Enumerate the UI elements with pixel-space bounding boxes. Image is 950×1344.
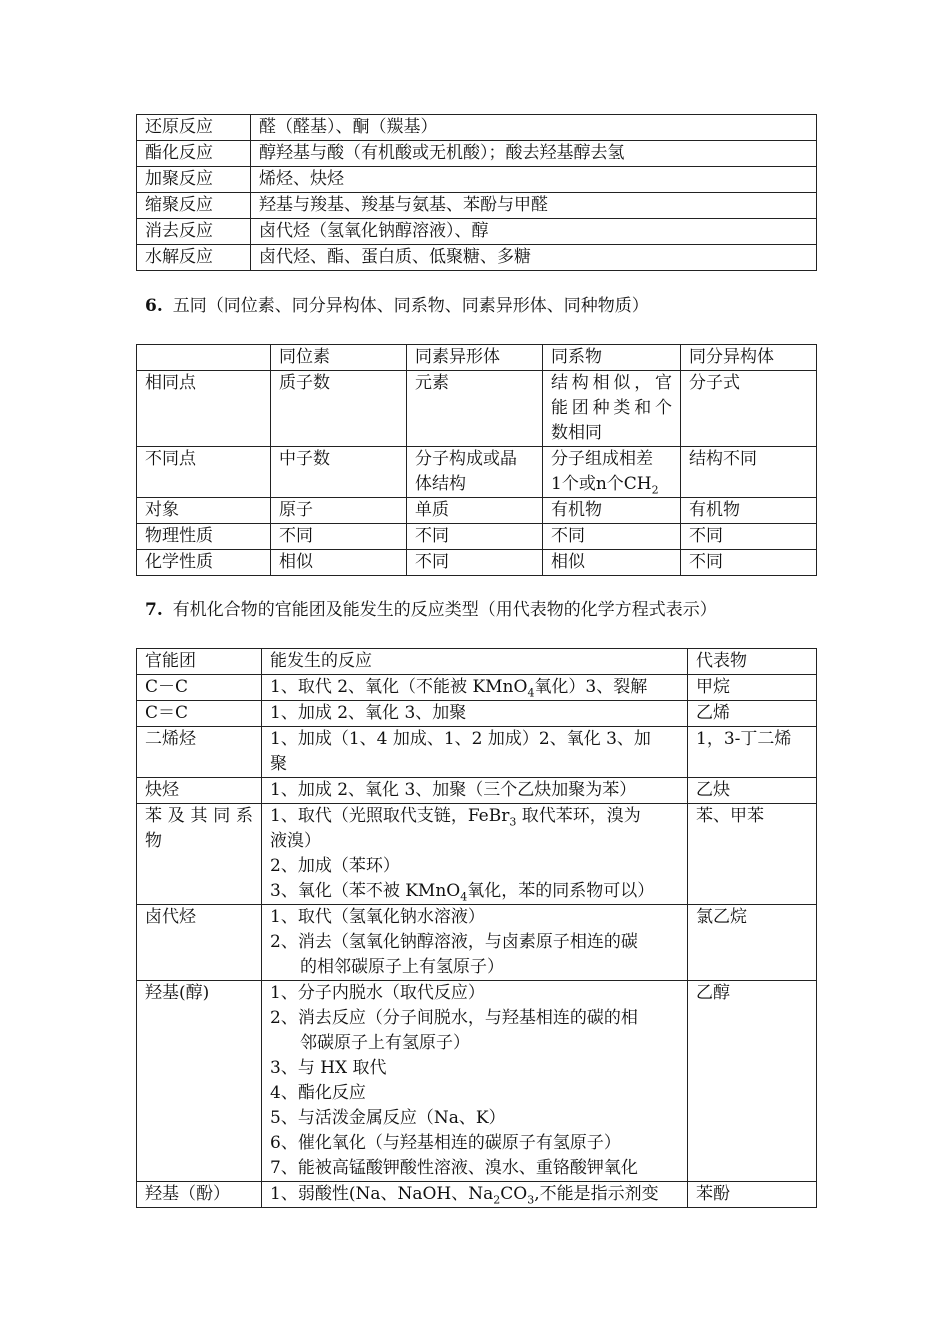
section-number: 7. xyxy=(145,600,163,620)
cell-line: 4、酯化反应 xyxy=(270,1083,366,1103)
table-cell: 还原反应 xyxy=(137,115,251,141)
table-cell: 酯化反应 xyxy=(137,141,251,167)
group-cell: C＝C xyxy=(137,701,262,727)
cell-line: 液溴） xyxy=(270,831,321,851)
cell-line xyxy=(270,879,679,904)
row-label: 不同点 xyxy=(137,447,271,498)
cell-line: 5、与活泼金属反应（Na、K） xyxy=(270,1108,506,1128)
cell-line: 2、消去反应（分子间脱水，与羟基相连的碳的相 xyxy=(270,1008,638,1028)
cell-line: 3、与 HX 取代 xyxy=(270,1058,387,1078)
table-row xyxy=(137,193,817,219)
group-cell: 羟基（酚） xyxy=(137,1182,262,1208)
representative-cell: 乙炔 xyxy=(688,778,817,804)
table-cell: 单质 xyxy=(407,498,543,524)
row-label: 对象 xyxy=(137,498,271,524)
cell-line: 分子组成相差 xyxy=(551,449,653,469)
group-cell: 羟基(醇) xyxy=(137,981,262,1182)
cell-line: 苯及其同系 xyxy=(145,806,253,826)
cell-line: 能团种类和个 xyxy=(551,398,672,418)
group-cell: 卤代烃 xyxy=(137,905,262,981)
representative-cell: 乙醇 xyxy=(688,981,817,1182)
group-cell: C－C xyxy=(137,675,262,701)
reactions-cell xyxy=(262,675,688,701)
table-cell: 不同 xyxy=(407,550,543,576)
cell-text: 氧化，苯的同系物可以） xyxy=(467,881,655,901)
cell-line: 6、催化氧化（与羟基相连的碳原子有氢原子） xyxy=(270,1133,621,1153)
header-cell: 同系物 xyxy=(543,345,681,371)
header-cell: 同位素 xyxy=(271,345,407,371)
table-cell: 卤代烃、酯、蛋白质、低聚糖、多糖 xyxy=(251,245,817,271)
table-header-row xyxy=(137,649,817,675)
table-row xyxy=(137,675,817,701)
table-row xyxy=(137,778,817,804)
header-cell: 官能团 xyxy=(137,649,262,675)
cell-line xyxy=(270,804,679,829)
representative-cell: 1，3-丁二烯 xyxy=(688,727,817,778)
section-number: 6. xyxy=(145,296,163,316)
row-label: 物理性质 xyxy=(137,524,271,550)
section-6-heading xyxy=(145,294,649,318)
cell-text: 3、氧化（苯不被 KMnO xyxy=(270,881,461,901)
cell-text: 氧化）3、裂解 xyxy=(534,677,648,697)
section-title: 五同（同位素、同分异构体、同系物、同素异形体、同种物质） xyxy=(172,296,649,316)
cell-text: ,不能是指示剂变 xyxy=(534,1184,659,1204)
table-cell: 不同 xyxy=(407,524,543,550)
table-cell xyxy=(407,447,543,498)
cell-line: 的相邻碳原子上有氢原子） xyxy=(300,957,504,977)
representative-cell: 乙烯 xyxy=(688,701,817,727)
formula-text: 1个或n个CH xyxy=(551,474,652,494)
table-cell: 相似 xyxy=(271,550,407,576)
table-row xyxy=(137,524,817,550)
table-cell: 卤代烃（氢氧化钠醇溶液）、醇 xyxy=(251,219,817,245)
cell-line: 结构相似，官 xyxy=(551,373,672,393)
table-cell: 分子式 xyxy=(681,371,817,447)
reactions-cell: 1、加成 2、氧化 3、加聚（三个乙炔加聚为苯） xyxy=(262,778,688,804)
table-cell: 水解反应 xyxy=(137,245,251,271)
cell-text: CO xyxy=(500,1184,528,1204)
cell-text: 1、取代（光照取代支链，FeBr xyxy=(270,806,510,826)
table-row xyxy=(137,141,817,167)
table-cell: 消去反应 xyxy=(137,219,251,245)
table-cell: 醛（醛基）、酮（羰基） xyxy=(251,115,817,141)
cell-line: 1、加成（1、4 加成、1、2 加成）2、氧化 3、加 xyxy=(270,729,651,749)
five-same-table xyxy=(136,344,817,576)
table-cell: 加聚反应 xyxy=(137,167,251,193)
cell-line xyxy=(551,472,672,497)
reaction-types-table xyxy=(136,114,817,271)
table-row xyxy=(137,498,817,524)
cell-line: 2、加成（苯环） xyxy=(270,856,400,876)
group-cell xyxy=(137,804,262,905)
cell-line: 数相同 xyxy=(551,423,602,443)
row-label: 相同点 xyxy=(137,371,271,447)
cell-text: 1、取代 2、氧化（不能被 KMnO xyxy=(270,677,528,697)
reactions-cell xyxy=(262,1182,688,1208)
subscript: 3 xyxy=(509,815,517,829)
reactions-cell xyxy=(262,905,688,981)
header-cell: 能发生的反应 xyxy=(262,649,688,675)
table-cell: 不同 xyxy=(681,524,817,550)
group-cell: 炔烃 xyxy=(137,778,262,804)
cell-line: 1、分子内脱水（取代反应） xyxy=(270,983,485,1003)
table-cell xyxy=(543,447,681,498)
table-row xyxy=(137,550,817,576)
table-cell: 羟基与羧基、羧基与氨基、苯酚与甲醛 xyxy=(251,193,817,219)
section-7-heading xyxy=(145,598,717,622)
subscript: 4 xyxy=(527,686,535,700)
cell-line: 2、消去（氢氧化钠醇溶液，与卤素原子相连的碳 xyxy=(270,932,638,952)
row-label: 化学性质 xyxy=(137,550,271,576)
table-cell: 不同 xyxy=(543,524,681,550)
table-row xyxy=(137,371,817,447)
table-cell: 质子数 xyxy=(271,371,407,447)
table-cell: 原子 xyxy=(271,498,407,524)
reactions-cell xyxy=(262,727,688,778)
table-row xyxy=(137,245,817,271)
cell-line: 邻碳原子上有氢原子） xyxy=(300,1033,470,1053)
cell-text: 取代苯环，溴为 xyxy=(516,806,641,826)
header-cell xyxy=(137,345,271,371)
representative-cell: 苯、甲苯 xyxy=(688,804,817,905)
table-cell: 有机物 xyxy=(681,498,817,524)
cell-line: 物 xyxy=(145,831,162,851)
header-cell: 同素异形体 xyxy=(407,345,543,371)
cell-line: 分子构成或晶 xyxy=(415,449,517,469)
table-cell xyxy=(543,371,681,447)
reactions-cell xyxy=(262,981,688,1182)
table-row xyxy=(137,1182,817,1208)
table-row xyxy=(137,115,817,141)
subscript: 2 xyxy=(493,1193,501,1207)
table-row xyxy=(137,219,817,245)
subscript: 2 xyxy=(651,483,659,497)
representative-cell: 苯酚 xyxy=(688,1182,817,1208)
representative-cell: 氯乙烷 xyxy=(688,905,817,981)
table-row xyxy=(137,701,817,727)
cell-line: 体结构 xyxy=(415,474,466,494)
functional-groups-table xyxy=(136,648,817,1208)
table-cell: 缩聚反应 xyxy=(137,193,251,219)
table-cell: 元素 xyxy=(407,371,543,447)
table-cell: 中子数 xyxy=(271,447,407,498)
table-cell: 有机物 xyxy=(543,498,681,524)
subscript: 4 xyxy=(460,890,468,904)
representative-cell: 甲烷 xyxy=(688,675,817,701)
cell-line: 聚 xyxy=(270,754,287,774)
table-row xyxy=(137,727,817,778)
table-row xyxy=(137,167,817,193)
subscript: 3 xyxy=(527,1193,535,1207)
header-cell: 同分异构体 xyxy=(681,345,817,371)
cell-line: 7、能被高锰酸钾酸性溶液、溴水、重铬酸钾氧化 xyxy=(270,1158,638,1178)
header-cell: 代表物 xyxy=(688,649,817,675)
section-title: 有机化合物的官能团及能发生的反应类型（用代表物的化学方程式表示） xyxy=(172,600,717,620)
table-cell: 烯烃、炔烃 xyxy=(251,167,817,193)
table-cell: 醇羟基与酸（有机酸或无机酸）；酸去羟基醇去氢 xyxy=(251,141,817,167)
reactions-cell: 1、加成 2、氧化 3、加聚 xyxy=(262,701,688,727)
cell-line: 1、取代（氢氧化钠水溶液） xyxy=(270,907,485,927)
table-cell: 相似 xyxy=(543,550,681,576)
table-row xyxy=(137,804,817,905)
cell-text: 1、弱酸性(Na、NaOH、Na xyxy=(270,1184,494,1204)
table-cell: 不同 xyxy=(271,524,407,550)
table-header-row xyxy=(137,345,817,371)
reactions-cell xyxy=(262,804,688,905)
table-cell: 不同 xyxy=(681,550,817,576)
table-cell: 结构不同 xyxy=(681,447,817,498)
table-row xyxy=(137,905,817,981)
table-row xyxy=(137,981,817,1182)
group-cell: 二烯烃 xyxy=(137,727,262,778)
table-row xyxy=(137,447,817,498)
